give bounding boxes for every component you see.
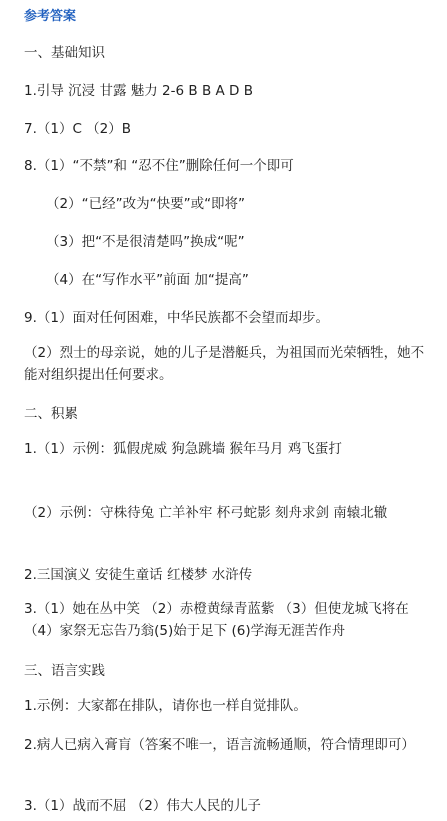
answer-line-8-1: 8.（1）“不禁”和 “忍不住”删除任何一个即可 [24, 158, 294, 174]
practice-line-3: 3.（1）战而不屈 （2）伟大人民的儿子 [24, 798, 261, 814]
practice-line-1: 1.示例：大家都在排队，请你也一样自觉排队。 [24, 698, 307, 714]
answer-line-1: 1.引导 沉浸 甘露 魅力 2-6 B B A D B [24, 83, 253, 99]
accumulation-line-3: 3.（1）她在丛中笑 （2）赤橙黄绿青蓝紫 （3）但使龙城飞将在 （4）家祭无忘告乃翁(5)始于足下 (6)学海无涯苦作舟 [24, 601, 409, 639]
section-heading-language-practice: 三、语言实践 [24, 663, 105, 679]
answer-line-9-1: 9.（1）面对任何困难，中华民族都不会望而却步。 [24, 310, 329, 326]
answer-line-9-2: （2）烈士的母亲说，她的儿子是潜艇兵，为祖国而光荣牺牲，她不能对组织提出任何要求。 [24, 345, 425, 383]
practice-line-2: 2.病人已病入膏肓（答案不唯一，语言流畅通顺，符合情理即可） [24, 737, 415, 753]
answer-line-8-4: （4）在“写作水平”前面 加“提高” [46, 272, 249, 288]
answer-line-8-2: （2）“已经”改为“快要”或“即将” [46, 196, 246, 212]
section-heading-basic-knowledge: 一、基础知识 [24, 45, 105, 61]
section-heading-accumulation: 二、积累 [24, 406, 78, 422]
accumulation-line-1-1: 1.（1）示例：狐假虎威 狗急跳墙 猴年马月 鸡飞蛋打 [24, 441, 342, 457]
answer-line-8-3: （3）把“不是很清楚吗”换成“呢” [46, 234, 245, 250]
accumulation-line-2: 2.三国演义 安徒生童话 红楼梦 水浒传 [24, 567, 253, 583]
answer-line-7: 7.（1）C （2）B [24, 121, 132, 137]
document-title: 参考答案 [24, 9, 77, 24]
accumulation-line-1-2: （2）示例：守株待兔 亡羊补牢 杯弓蛇影 刻舟求剑 南辕北辙 [24, 505, 388, 521]
